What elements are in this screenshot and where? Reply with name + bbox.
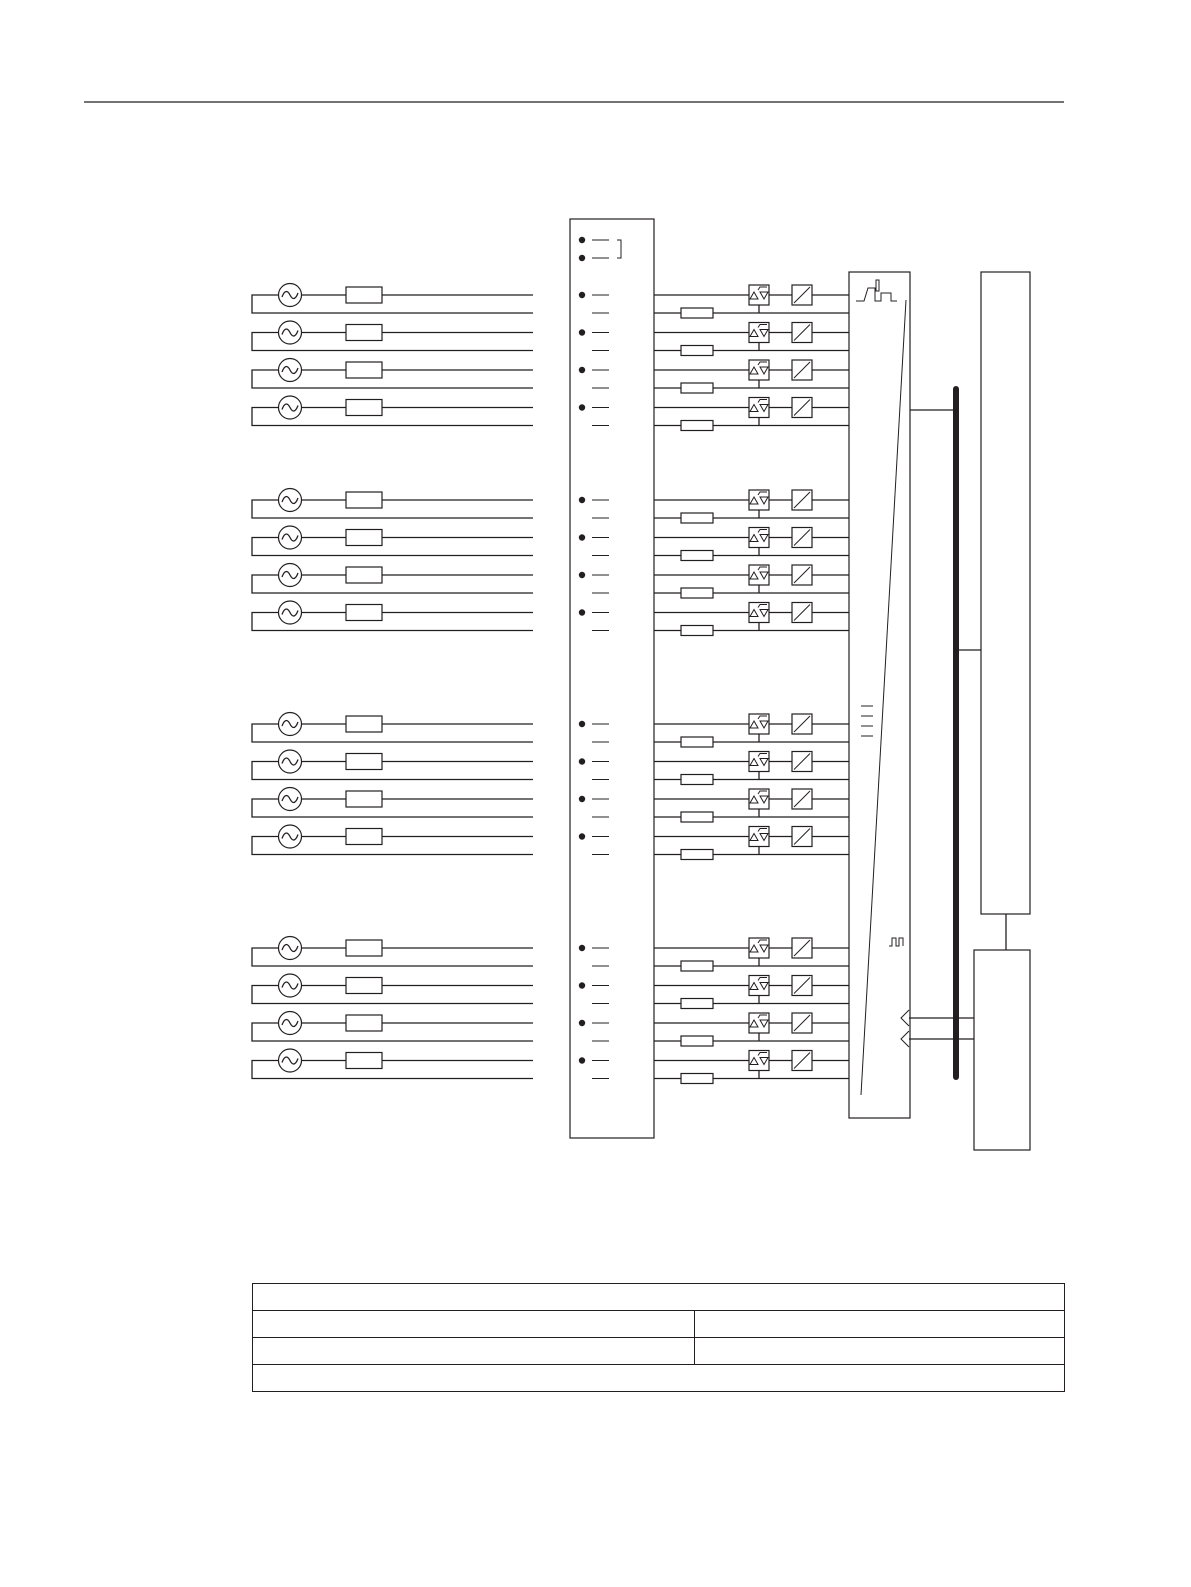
channel bbox=[252, 396, 849, 431]
fuse bbox=[681, 850, 713, 860]
sensor-resistor bbox=[346, 940, 382, 956]
channel bbox=[252, 489, 849, 524]
title-block-cell bbox=[695, 1338, 1065, 1365]
title-block-table bbox=[252, 1283, 1065, 1392]
sensor-resistor bbox=[346, 716, 382, 732]
fuse bbox=[681, 1036, 713, 1046]
channel-group bbox=[252, 713, 849, 860]
channel bbox=[252, 321, 849, 356]
controller-module bbox=[981, 272, 1030, 914]
channel bbox=[252, 284, 849, 319]
channel bbox=[252, 1012, 849, 1047]
channel bbox=[252, 601, 849, 636]
terminal-contact bbox=[579, 367, 585, 373]
sensor-resistor bbox=[346, 530, 382, 546]
sensor-resistor bbox=[346, 1015, 382, 1031]
terminal-contact bbox=[579, 497, 585, 503]
terminal-contact bbox=[579, 329, 585, 335]
fuse bbox=[681, 346, 713, 356]
sensor-resistor bbox=[346, 605, 382, 621]
fuse bbox=[681, 626, 713, 636]
terminal-contact bbox=[579, 721, 585, 727]
terminal-contact bbox=[579, 404, 585, 410]
terminal-contact bbox=[579, 292, 585, 298]
fuse bbox=[681, 737, 713, 747]
fuse bbox=[681, 513, 713, 523]
fuse bbox=[681, 308, 713, 318]
fuse bbox=[681, 383, 713, 393]
terminal-contact bbox=[579, 534, 585, 540]
sensor-resistor bbox=[346, 1053, 382, 1069]
terminal-contact bbox=[579, 1020, 585, 1026]
title-block-cell bbox=[253, 1311, 695, 1338]
channel bbox=[252, 937, 849, 972]
sensor-resistor bbox=[346, 325, 382, 341]
channel bbox=[252, 750, 849, 785]
channel-groups bbox=[252, 284, 849, 1084]
fuse bbox=[681, 588, 713, 598]
channel-group bbox=[252, 284, 849, 431]
terminal-contact bbox=[579, 796, 585, 802]
channel bbox=[252, 713, 849, 748]
channel bbox=[252, 825, 849, 860]
sensor-resistor bbox=[346, 791, 382, 807]
terminal-contact bbox=[579, 1057, 585, 1063]
channel-group bbox=[252, 489, 849, 636]
fuse bbox=[681, 1074, 713, 1084]
channel-group bbox=[252, 937, 849, 1084]
sensor-resistor bbox=[346, 362, 382, 378]
terminal-contact bbox=[579, 945, 585, 951]
terminal-contact bbox=[579, 572, 585, 578]
channel bbox=[252, 974, 849, 1009]
channel bbox=[252, 788, 849, 823]
channel bbox=[252, 526, 849, 561]
sensor-resistor bbox=[346, 978, 382, 994]
fuse bbox=[681, 812, 713, 822]
sensor-resistor bbox=[346, 400, 382, 416]
sensor-resistor bbox=[346, 829, 382, 845]
channel bbox=[252, 564, 849, 599]
fuse bbox=[681, 775, 713, 785]
channel bbox=[252, 1049, 849, 1084]
terminal-contact bbox=[579, 758, 585, 764]
terminal-contact bbox=[579, 982, 585, 988]
sensor-resistor bbox=[346, 492, 382, 508]
io-module bbox=[974, 950, 1030, 1150]
title-block-cell bbox=[695, 1311, 1065, 1338]
fuse bbox=[681, 421, 713, 431]
title-block-footer bbox=[253, 1365, 1065, 1392]
title-block-title bbox=[253, 1284, 1065, 1311]
title-block-row bbox=[253, 1311, 1065, 1338]
terminal-block bbox=[570, 219, 654, 1138]
title-block-cell bbox=[253, 1338, 695, 1365]
sensor-resistor bbox=[346, 567, 382, 583]
sensor-resistor bbox=[346, 287, 382, 303]
channel bbox=[252, 359, 849, 394]
terminal-contact bbox=[579, 833, 585, 839]
title-block-title-row bbox=[253, 1284, 1065, 1311]
title-block-footer-row bbox=[253, 1365, 1065, 1392]
title-block-row bbox=[253, 1338, 1065, 1365]
sensor-resistor bbox=[346, 754, 382, 770]
fuse bbox=[681, 551, 713, 561]
fuse bbox=[681, 961, 713, 971]
fuse bbox=[681, 999, 713, 1009]
terminal-contact bbox=[579, 609, 585, 615]
